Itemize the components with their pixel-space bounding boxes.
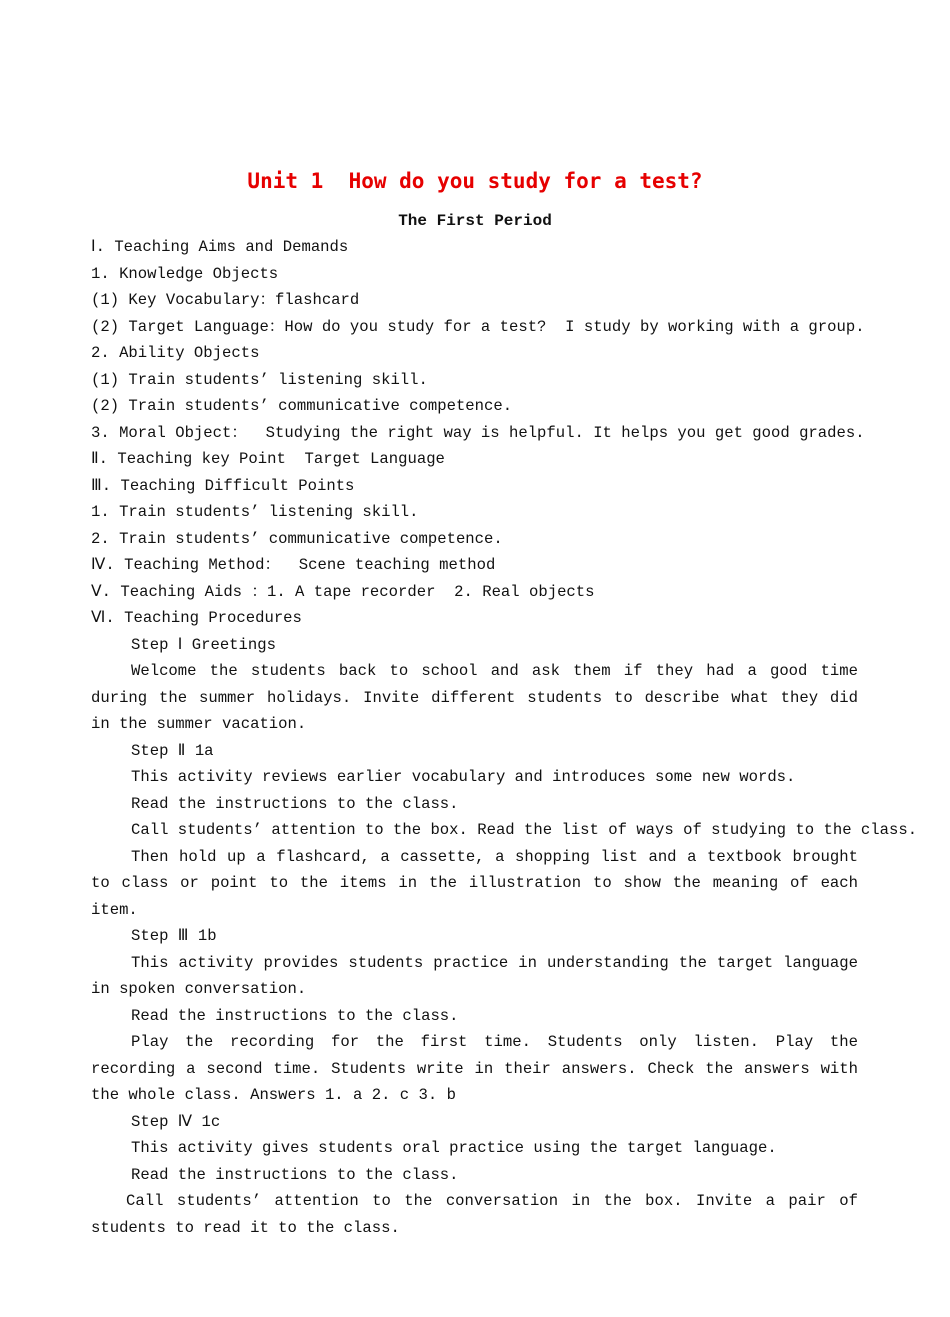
text-line: 3. Moral Object： Studying the right way is helpful. It helps you get good grades. [91,423,865,442]
section-heading: Ⅲ. Teaching Difficult Points [91,476,355,495]
page-title: Unit 1 How do you study for a test? [247,169,703,193]
section-heading: Ⅵ. Teaching Procedures [91,609,302,627]
step-heading: Step Ⅲ 1b [131,927,217,945]
document-body [91,234,918,1241]
text-line: Read the instructions to the class. [131,794,459,813]
page-subtitle: The First Period [398,212,552,230]
text-line: Read the instructions to the class. [131,1006,459,1025]
section-heading: Ⅱ. Teaching key Point Target Language [91,450,445,468]
text-line: This activity gives students oral practice using the target language. [131,1139,777,1157]
paragraph: Play the recording for the first time. Students only listen. Play the recording a second time. Students write in their answers. Check the answers with the whole class. Answers 1. a 2. c 3. b [91,1033,858,1104]
text-line: Read the instructions to the class. [131,1165,459,1184]
text-line: 1. Knowledge Objects [91,264,279,283]
section-heading: Ⅳ. Teaching Method： Scene teaching method [91,556,496,574]
text-line: 2. Ability Objects [91,344,260,362]
text-line: (1) Train students’ listening skill. [91,370,428,389]
paragraph: This activity provides students practice in understanding the target language in spoken conversation. [91,953,858,998]
section-heading: Ⅴ. Teaching Aids ：1. A tape recorder 2. Real objects [91,582,595,601]
text-line: 1. Train students’ listening skill. [91,503,419,521]
text-line: (2) Train students’ communicative competence. [91,397,513,415]
text-line: 2. Train students’ communicative competence. [91,529,503,548]
step-heading: Step Ⅳ 1c [131,1112,221,1131]
paragraph: Welcome the students back to school and ask them if they had a good time during the summer holidays. Invite different students to describe what they did in the summer vacation. [91,662,858,733]
text-line: (1) Key Vocabulary：flashcard [91,291,360,309]
step-heading: Step Ⅱ 1a [131,741,214,760]
section-heading: Ⅰ. Teaching Aims and Demands [91,238,349,256]
text-line: (2) Target Language：How do you study for a test? I study by working with a group. [91,317,865,336]
text-line: This activity reviews earlier vocabulary and introduces some new words. [131,768,796,786]
text-line: Call students’ attention to the box. Read the list of ways of studying to the class. [131,821,918,839]
step-heading: Step Ⅰ Greetings [131,635,276,654]
paragraph: Call students’ attention to the conversation in the box. Invite a pair of students to read it to the class. [91,1192,858,1237]
paragraph: Then hold up a flashcard, a cassette, a shopping list and a textbook brought to class or point to the items in the illustration to show the meaning of each item. [91,847,858,919]
